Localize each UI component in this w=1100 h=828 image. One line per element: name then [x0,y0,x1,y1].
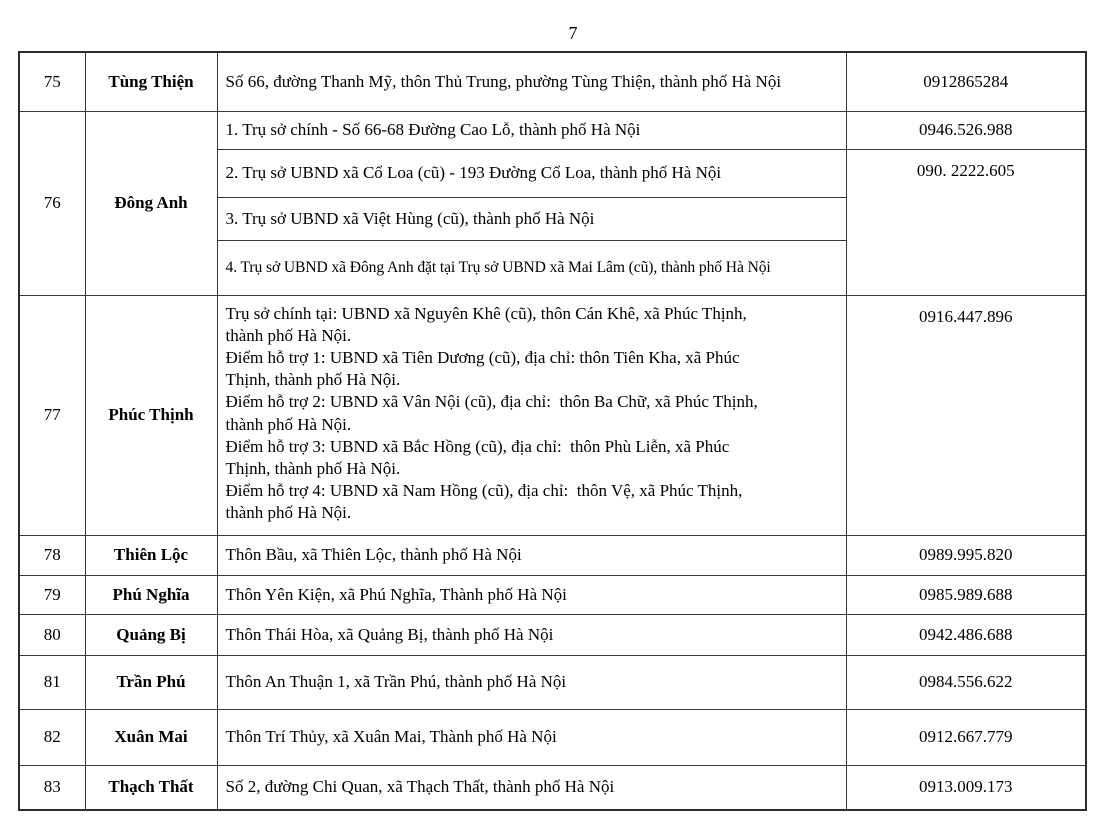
address-line: Điểm hỗ trợ 2: UBND xã Vân Nội (cũ), địa chỉ: thôn Ba Chữ, xã Phúc Thịnh, [225,392,758,412]
phone-cell: 0985.989.688 [846,575,1086,614]
table-row [19,52,1086,111]
locality-name-cell: Đông Anh [85,111,217,295]
document-table [18,51,1087,811]
address-cell: Số 66, đường Thanh Mỹ, thôn Thủ Trung, phường Tùng Thiện, thành phố Hà Nội [217,52,846,111]
row-number-cell: 79 [19,575,85,614]
phone-cell: 0912.667.779 [846,709,1086,765]
row-number-cell: 81 [19,655,85,709]
address-line: thành phố Hà Nội. [225,414,352,434]
row-number-cell: 77 [19,295,85,535]
table-row [19,111,1086,149]
address-cell: Số 2, đường Chi Quan, xã Thạch Thất, thành phố Hà Nội [217,765,846,810]
row-number-cell: 76 [19,111,85,295]
address-cell: 4. Trụ sở UBND xã Đông Anh đặt tại Trụ sở UBND xã Mai Lâm (cũ), thành phố Hà Nội [217,240,846,295]
phone-cell: 0989.995.820 [846,535,1086,575]
address-cell: Thôn Trí Thủy, xã Xuân Mai, Thành phố Hà Nội [217,709,846,765]
address-line: Thịnh, thành phố Hà Nội. [225,458,401,478]
row-number-cell: 80 [19,614,85,655]
row-number-cell: 83 [19,765,85,810]
locality-name-cell: Thiên Lộc [85,535,217,575]
phone-cell: 0913.009.173 [846,765,1086,810]
locality-name-cell: Phúc Thịnh [85,295,217,535]
table-row [19,295,1086,535]
address-line: Thịnh, thành phố Hà Nội. [225,370,401,390]
phone-cell: 0912865284 [846,52,1086,111]
row-number-cell: 82 [19,709,85,765]
address-cell: Thôn Bầu, xã Thiên Lộc, thành phố Hà Nội [217,535,846,575]
page-number: 7 [568,23,578,43]
address-line: thành phố Hà Nội. [225,325,352,345]
locality-name-cell: Quảng Bị [85,614,217,655]
table-row [19,709,1086,765]
table-row [19,655,1086,709]
phone-cell: 0946.526.988 [846,111,1086,149]
table-row [19,765,1086,810]
address-line: Điểm hỗ trợ 4: UBND xã Nam Hồng (cũ), địa chỉ: thôn Vệ, xã Phúc Thịnh, [225,481,743,501]
address-cell: Thôn Yên Kiện, xã Phú Nghĩa, Thành phố Hà Nội [217,575,846,614]
locality-name-cell: Xuân Mai [85,709,217,765]
phone-cell: 090. 2222.605 [846,149,1086,295]
row-number-cell: 78 [19,535,85,575]
address-cell: 3. Trụ sở UBND xã Việt Hùng (cũ), thành phố Hà Nội [217,197,846,240]
address-cell: 1. Trụ sở chính - Số 66-68 Đường Cao Lỗ, thành phố Hà Nội [217,111,846,149]
row-number-cell: 75 [19,52,85,111]
address-line: Trụ sở chính tại: UBND xã Nguyên Khê (cũ), thôn Cán Khê, xã Phúc Thịnh, [225,303,747,323]
address-cell: Thôn Thái Hòa, xã Quảng Bị, thành phố Hà Nội [217,614,846,655]
address-line: thành phố Hà Nội. [225,503,352,523]
address-cell: 2. Trụ sở UBND xã Cổ Loa (cũ) - 193 Đường Cổ Loa, thành phố Hà Nội [217,149,846,197]
address-cell: Thôn An Thuận 1, xã Trần Phú, thành phố Hà Nội [217,655,846,709]
table-row [19,575,1086,614]
address-line: Điểm hỗ trợ 1: UBND xã Tiên Dương (cũ), địa chỉ: thôn Tiên Kha, xã Phúc [225,347,740,367]
address-line: Điểm hỗ trợ 3: UBND xã Bắc Hồng (cũ), địa chỉ: thôn Phù Liễn, xã Phúc [225,436,730,456]
phone-cell: 0984.556.622 [846,655,1086,709]
table-row [19,535,1086,575]
locality-name-cell: Tùng Thiện [85,52,217,111]
locality-name-cell: Thạch Thất [85,765,217,810]
locality-name-cell: Trần Phú [85,655,217,709]
phone-cell: 0942.486.688 [846,614,1086,655]
table-row [19,614,1086,655]
locality-name-cell: Phú Nghĩa [85,575,217,614]
phone-cell: 0916.447.896 [846,295,1086,535]
address-cell [217,295,846,535]
